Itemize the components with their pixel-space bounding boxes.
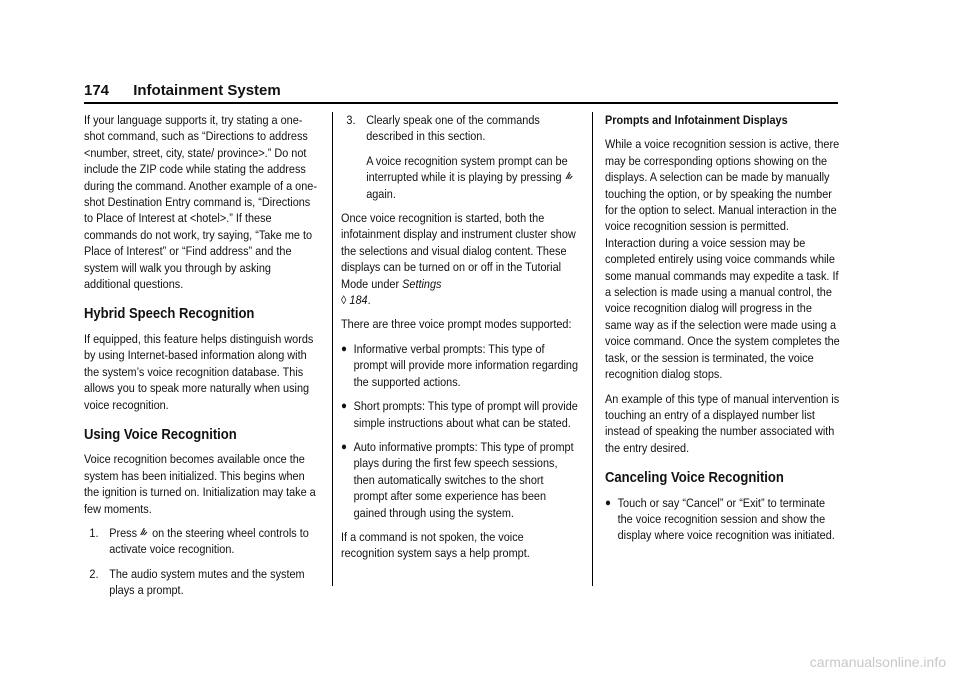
step-1 [84,525,320,558]
page-header [84,82,281,99]
final-paragraph: If a command is not spoken, the voice recognition system says a help prompt. [341,529,530,561]
step-3 [341,112,579,145]
bullet-text: Informative verbal prompts: This type of prompt will provide more information regarding the supported actions. [353,341,579,389]
step-1-number: 1. [89,525,99,540]
bullet-icon: ● [341,400,347,413]
step-3-sub-post: again. [366,186,396,201]
once-text: Once voice recognition is started, both the infotainment display and instrument cluster show the selections and visual dialog content. These displays can be turned on or off in the Tutorial Mode under [341,211,576,291]
bullet-item [341,341,579,390]
bullet-item [605,495,841,544]
step-3-subtext [366,153,578,202]
cancel-heading: Canceling Voice Recognition [605,470,784,487]
page-number: 174 [84,82,110,99]
step-2 [84,566,320,599]
bullet-icon: ● [605,496,611,509]
once-paragraph: Once voice recognition is started, both the infotainment display and instrument cluster show the selections and visual dialog content. These displays can be turned on or off in the Tutorial Mode under Settings ◊ 184. [341,211,576,308]
bullet-text: Touch or say “Cancel” or “Exit” to terminate the voice recognition session and show the display where voice recognition was initiated. [617,495,835,543]
step-3-number: 3. [346,113,356,127]
bullet-text: Auto informative prompts: This type of prompt plays during the first few speech sessions, then automatically switches to the short prompt after some experience has been gained through using the system. [353,439,574,520]
bullet-item [341,398,579,431]
step-3-text: Clearly speak one of the commands described in this section. [366,113,540,144]
page-ref-icon: ◊ [341,293,347,308]
voice-icon [140,526,152,540]
step-2-number: 2. [89,566,99,581]
bullet-item [341,439,579,521]
prompts-heading: Prompts and Infotainment Displays [605,113,788,127]
intro-paragraph: If your language supports it, try stating a one-shot command, such as “Directions to address <number, street, city, state/ province>.” Do not include the ZIP code while stating the address during the command. Another example of a one-shot Destination Entry command is, “Directions to Place of Interest at <hotel>.” If these commands do not work, try saying, “Take me to Place of Interest” or “Find address” and the system will walk you through by asking additional questions. [84,113,317,292]
example-paragraph: An example of this type of manual intervention is touching an entry of a displayed number list instead of speaking the number associated with the entry desired. [605,391,840,455]
bullet-icon: ● [341,342,347,355]
step-1-pre: Press [109,525,138,540]
settings-link[interactable]: Settings [402,276,442,291]
step-3-sub-pre: A voice recognition system prompt can be interrupted while it is playing by pressing [366,153,568,185]
using-paragraph: Voice recognition becomes available once the system has been initialized. This begins when the ignition is turned on. Initialization may take a few moments. [84,452,316,516]
voice-icon [565,170,574,184]
section-title: Infotainment System [133,82,281,99]
column-3 [605,112,841,552]
column-divider-2 [592,112,593,586]
bullet-icon: ● [341,440,347,453]
column-divider-1 [332,112,333,586]
step-2-text: The audio system mutes and the system plays a prompt. [109,566,305,598]
hybrid-paragraph: If equipped, this feature helps distinguish words by using Internet-based information along with the system’s voice recognition database. This allows you to speak more naturally when using voice recognition. [84,331,314,412]
column-1 [84,112,320,607]
prompts-paragraph: While a voice recognition session is active, there may be corresponding options showing on the displays. A selection can be made by manually touching the option, or by speaking the number for the option to select. Manual interaction in the voice recognition session is permitted. Interaction during a voice session may be completed entirely using voice commands while some manual commands may expedite a task. If a selection is made using a manual control, the voice recognition dialog will progress in the same way as if the selection were made using a voice command. Once the system completes the task, or the session is terminated, the voice recognition dialog stops. [605,137,840,382]
watermark: carmanualsonline.info [809,654,946,670]
header-rule [84,102,838,104]
bullet-text: Short prompts: This type of prompt will provide simple instructions about what can be stated. [353,399,578,430]
step-1-text [109,525,320,558]
hybrid-heading: Hybrid Speech Recognition [84,306,255,323]
column-2 [341,112,579,570]
using-heading: Using Voice Recognition [84,426,237,443]
settings-page-ref[interactable]: 184 [349,293,368,308]
step-1-post: on the steering wheel controls to activate voice recognition. [109,525,309,557]
modes-paragraph: There are three voice prompt modes supported: [341,317,572,332]
